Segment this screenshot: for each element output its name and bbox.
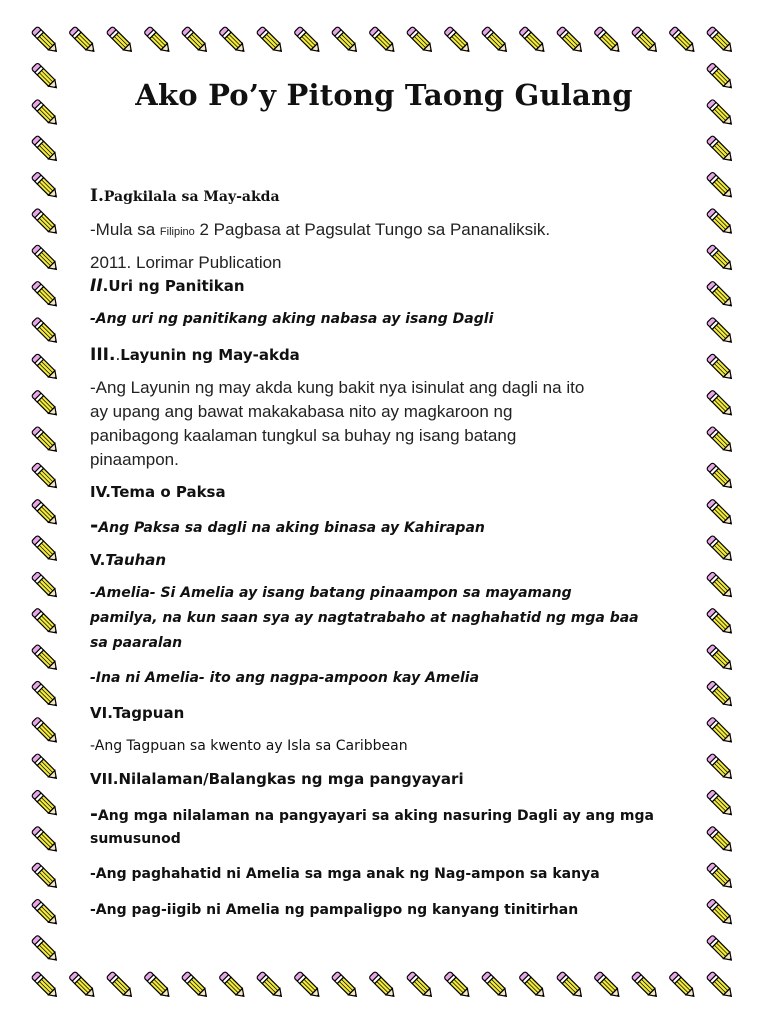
section-1-source-line bbox=[90, 220, 550, 240]
section-3-heading bbox=[90, 345, 300, 365]
section-5-body-2: -Ina ni Amelia- ito ang nagpa-ampoon kay Amelia bbox=[90, 670, 480, 686]
section-5-body-line-2: pamilya, na kun saan sya ay nagtatrabaho at naghahatid ng mga baa bbox=[90, 610, 639, 626]
section-1-source-line-2: 2011. Lorimar Publication bbox=[90, 253, 282, 272]
section-3-number: III. bbox=[90, 345, 116, 365]
section-7-heading: VII.Nilalaman/Balangkas ng mga pangyayari bbox=[90, 770, 464, 788]
section-3-body-line-4: pinaampon. bbox=[90, 450, 179, 469]
section-7-body-line-2: sumusunod bbox=[90, 831, 181, 847]
source-prefix: -Mula sa bbox=[90, 220, 160, 239]
section-3-body-line-2: ay upang ang bawat makakabasa nito ay magkaroon ng bbox=[90, 402, 513, 421]
section-1-title: Pagkilala sa May-akda bbox=[103, 189, 280, 205]
section-1-number: I. bbox=[90, 186, 104, 206]
section-7-body-line-1 bbox=[90, 803, 654, 825]
section-4-text: Ang Paksa sa dagli na aking binasa ay Kahirapan bbox=[98, 520, 485, 536]
section-1-heading bbox=[90, 186, 280, 206]
section-5-body-line-1: -Amelia- Si Amelia ay isang batang pinaampon sa mayamang bbox=[90, 585, 572, 601]
section-3-title: Layunin ng May-akda bbox=[120, 346, 300, 364]
section-2-body: -Ang uri ng panitikang aking nabasa ay isang Dagli bbox=[90, 311, 494, 327]
section-7-text: Ang mga nilalaman na pangyayari sa aking nasuring Dagli ay ang mga bbox=[97, 808, 654, 824]
section-2-heading bbox=[90, 276, 245, 296]
section-5-number: V. bbox=[90, 551, 106, 569]
section-4-body bbox=[90, 513, 485, 537]
section-6-heading: VI.Tagpuan bbox=[90, 704, 185, 722]
section-5-title: Tauhan bbox=[105, 551, 167, 569]
section-7-dash: - bbox=[90, 803, 98, 825]
section-5-body-line-3: sa paaralan bbox=[90, 635, 183, 651]
section-5-heading bbox=[90, 551, 166, 569]
page-title: Ako Po’y Pitong Taong Gulang bbox=[135, 78, 633, 112]
source-rest: 2 Pagbasa at Pagsulat Tungo sa Pananaliksik. bbox=[194, 220, 551, 239]
section-3-dot: . bbox=[115, 346, 121, 364]
section-3-body-line-1: -Ang Layunin ng may akda kung bakit nya isinulat ang dagli na ito bbox=[90, 378, 585, 397]
source-small-text: Filipino bbox=[159, 226, 195, 238]
section-2-number: II bbox=[90, 276, 103, 296]
section-4-heading: IV.Tema o Paksa bbox=[90, 483, 226, 501]
section-2-title: .Uri ng Panitikan bbox=[102, 277, 245, 295]
section-3-body-line-3: panibagong kaalaman tungkul sa buhay ng isang batang bbox=[90, 426, 517, 445]
section-7-item-2: -Ang pag-iigib ni Amelia ng pampaligpo ng kanyang tinitirhan bbox=[90, 902, 579, 918]
section-6-body: -Ang Tagpuan sa kwento ay Isla sa Caribbean bbox=[90, 738, 408, 754]
section-4-dash: - bbox=[90, 513, 99, 537]
section-7-item-1: -Ang paghahatid ni Amelia sa mga anak ng Nag-ampon sa kanya bbox=[90, 866, 600, 882]
